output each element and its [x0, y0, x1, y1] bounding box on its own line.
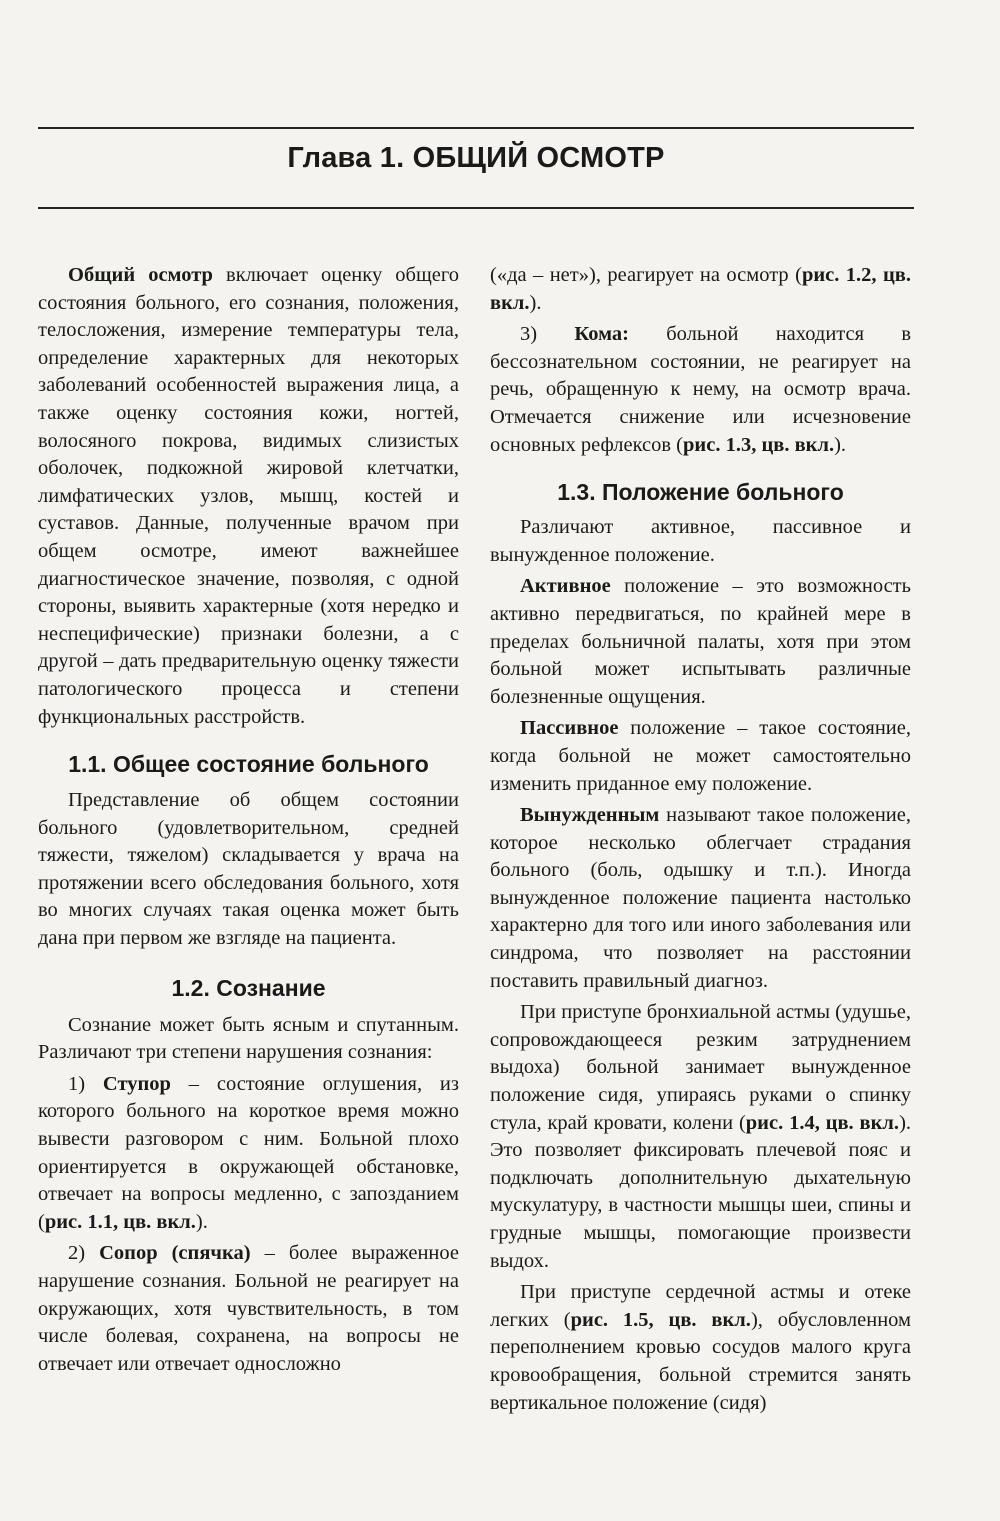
asthma-paragraph	[490, 999, 911, 1275]
sopor-term: Сопор (спячка)	[99, 1242, 251, 1265]
stupor-term: Ступор	[102, 1072, 171, 1095]
section-1-3-heading: 1.3. Положение больного	[557, 479, 844, 506]
cardiac-tail: ), обусловленном переполнением кровью сосудов малого круга кровообращения, больной стремится занять вертикальное положение (сидя)	[490, 1308, 911, 1414]
coma-text: больной находится в бессознательном состоянии, не реагирует на речь, обращенную к нему, на осмотр врача. Отмечается снижение или исчезновение основных рефлексов (	[490, 323, 911, 456]
figure-ref: рис. 1.4, цв. вкл.	[745, 1111, 900, 1134]
coma-term: Кома:	[574, 323, 629, 346]
passive-term: Пассивное	[520, 717, 619, 740]
coma-paragraph	[490, 321, 911, 459]
intro-term: Общий осмотр	[68, 264, 213, 286]
section-1-1-heading: 1.1. Общее состояние больного	[68, 751, 429, 778]
item-number: 3)	[520, 323, 575, 346]
passive-paragraph	[490, 715, 911, 798]
sopor-text: – более выраженное нарушение сознания. Больной не реагирует на окружающих, хотя чувствительность, в том числе болевая, сохранена, на вопросы не отвечает или отвечает односложно	[38, 1242, 459, 1375]
figure-ref: рис. 1.3, цв. вкл.	[683, 433, 835, 456]
section-1-1-text: Представление об общем состоянии больного (удовлетворительном, средней тяжести, тяжелом) складывается у врача на протяжении всего обследования больного, хотя во многих случаях такая оценка может быть дана при первом же взгляде на пациента.	[38, 789, 459, 950]
asthma-text: При приступе бронхиальной астмы (удушье, сопровождающееся резким затруднением выдоха) больной занимает вынужденное положение сидя, упираясь руками о спинку стула, край кровати, колени (	[490, 1001, 911, 1134]
active-paragraph	[490, 573, 911, 711]
sopor-cont-text: («да – нет»), реагирует на осмотр (	[490, 264, 802, 286]
ref-tail: ).	[834, 433, 847, 456]
ref-tail: ).	[529, 291, 542, 314]
left-column	[38, 262, 459, 1378]
figure-ref: рис. 1.2, цв. вкл.	[490, 264, 911, 314]
cardiac-paragraph	[490, 1279, 911, 1417]
intro-text: включает оценку общего состояния больного, его сознания, положения, телосложения, измерение температуры тела, определение характерных для некоторых заболеваний особенностей выражения лица, а также оценку состояния кожи, ногтей, волосяного покрова, видимых слизистых оболочек, подкожной жировой клетчатки, лимфатических узлов, мышц, костей и суставов. Данные, полученные врачом при общем осмотре, имеют важнейшее диагностическое значение, позволяя, с одной стороны, выявить характерные (хотя нередко и неспецифические) признаки болезни, а с другой – дать предварительную оценку тяжести патологического процесса и степени функциональных расстройств.	[38, 264, 459, 728]
intro-paragraph	[38, 262, 459, 731]
forced-term: Вынужденным	[520, 804, 660, 827]
chapter-title: Глава 1. ОБЩИЙ ОСМОТР	[287, 142, 665, 174]
item-number: 2)	[68, 1242, 100, 1265]
active-text: положение – это возможность активно передвигаться, по крайней мере в пределах больничной палаты, хотя при этом больной может испытывать различные болезненные ощущения.	[490, 575, 911, 708]
sopor-continuation	[490, 262, 911, 317]
section-1-2-text: Сознание может быть ясным и спутанным. Различают три степени нарушения сознания:	[38, 1013, 459, 1064]
section-1-3-intro: Различают активное, пассивное и вынужденное положение.	[490, 516, 911, 566]
item-number: 1)	[68, 1072, 103, 1095]
forced-text: называют такое положение, которое несколько облегчает страдания больного (боль, одышку и т.п.). Иногда вынужденное положение пациента настолько характерно для того или иного заболевания или синдрома, что позволяет на расстоянии поставить правильный диагноз.	[490, 804, 911, 992]
sopor-paragraph	[38, 1240, 459, 1378]
stupor-paragraph	[38, 1071, 459, 1237]
section-1-2-heading: 1.2. Сознание	[171, 974, 326, 1001]
figure-ref: рис. 1.5, цв. вкл.	[570, 1308, 751, 1331]
ref-tail: ).	[195, 1210, 208, 1233]
cardiac-text: При приступе сердечной астмы и отеке легких (	[490, 1281, 911, 1331]
forced-paragraph	[490, 802, 911, 995]
passive-text: положение – такое состояние, когда больной не может самостоятельно изменить приданное ему положение.	[490, 717, 911, 795]
bottom-rule	[38, 207, 914, 209]
asthma-tail: ). Это позволяет фиксировать плечевой пояс и подключать дополнительную дыхательную мускулатуру, в частности мышцы шеи, спины и грудные мышцы, помогающие произвести выдох.	[490, 1111, 912, 1272]
figure-ref: рис. 1.1, цв. вкл.	[44, 1210, 196, 1233]
active-term: Активное	[520, 575, 611, 598]
right-column	[490, 262, 911, 1417]
top-rule	[38, 127, 914, 129]
stupor-text: – состояние оглушения, из которого больного на короткое время можно вывести разговором с ним. Больной плохо ориентируется в окружающей обстановке, отвечает на вопросы медленно, с запозданием (	[38, 1072, 459, 1233]
